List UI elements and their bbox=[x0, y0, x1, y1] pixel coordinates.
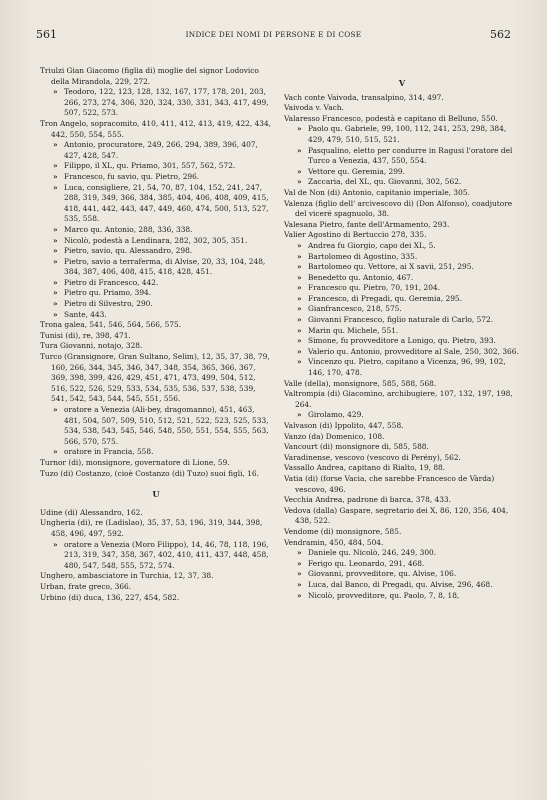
ditto-mark: » bbox=[297, 262, 302, 272]
index-subentry bbox=[284, 283, 520, 294]
index-subentry bbox=[40, 288, 272, 299]
index-subentry bbox=[284, 304, 520, 315]
index-subentry bbox=[284, 347, 520, 358]
ditto-mark: » bbox=[53, 277, 58, 287]
index-subentry bbox=[40, 236, 272, 247]
ditto-mark: » bbox=[297, 124, 302, 134]
index-subentry-text: Francesco, di Pregadi, qu. Geremia, 295. bbox=[308, 293, 462, 303]
ditto-mark: » bbox=[297, 325, 302, 335]
section-letter: V bbox=[398, 78, 406, 88]
index-column-left bbox=[40, 66, 272, 603]
index-subentry bbox=[40, 299, 272, 310]
index-subentry bbox=[284, 167, 520, 178]
ditto-mark: » bbox=[297, 304, 302, 314]
ditto-mark: » bbox=[53, 309, 58, 319]
index-subentry-text: Benedetto qu. Antonio, 467. bbox=[308, 272, 414, 282]
index-subentry-text: Bartolomeo di Agostino, 335. bbox=[308, 251, 418, 261]
ditto-mark: » bbox=[297, 293, 302, 303]
index-subentry bbox=[40, 447, 272, 458]
index-entry: Vach conte Vaivoda, transalpino, 314, 497. bbox=[284, 92, 444, 102]
ditto-mark: » bbox=[53, 288, 58, 298]
index-subentry bbox=[284, 580, 520, 591]
index-subentry bbox=[284, 548, 520, 559]
index-subentry-text: Ferigo qu. Leonardo, 291, 468. bbox=[308, 558, 425, 568]
ditto-mark: » bbox=[53, 539, 58, 549]
index-subentry bbox=[40, 225, 272, 236]
index-subentry-text: Sante, 443. bbox=[64, 309, 107, 319]
index-entry: Urban, frate greco, 366. bbox=[40, 581, 132, 591]
index-subentry-text: Luca, consigliere, 21, 54, 70, 87, 104, 152, 241, 247, 288, 319, 349, 366, 384, 385, 404, 406, 408, 409, 415, 418, 441, 442, 443, 447, 449, 460, 474, 500, 513, 527, 535, 558. bbox=[64, 182, 269, 224]
index-entry: Vendramin, 450, 484, 504. bbox=[284, 537, 384, 547]
index-entry: Urbino (di) duca, 136, 227, 454, 582. bbox=[40, 592, 180, 602]
page-number-right: 562 bbox=[490, 28, 511, 41]
ditto-mark: » bbox=[53, 87, 58, 97]
index-subentry-text: Francesco qu. Pietro, 70, 191, 204. bbox=[308, 283, 440, 293]
index-subentry bbox=[284, 326, 520, 337]
index-subentry-text: Valerio qu. Antonio, provveditore al Sale, 250, 302, 366. bbox=[308, 346, 519, 356]
index-subentry bbox=[284, 336, 520, 347]
index-entry: Valle (della), monsignore, 585, 588, 568. bbox=[284, 378, 437, 388]
index-subentry bbox=[40, 87, 272, 119]
index-subentry-text: oratore a Venezia (Ali-bey, dragomanno), 451, 463, 481, 504, 507, 509, 510, 512, 521, 522, 523, 525, 533, 534, 538, 543, 545, 546, 548, 550, 551, 554, 555, 563, 566, 570, 575. bbox=[64, 405, 269, 446]
index-subentry-text: Bartolomeo qu. Vettore, ai X savii, 251, 295. bbox=[308, 262, 474, 272]
index-entry: Tura Giovanni, notajo, 328. bbox=[40, 341, 143, 351]
index-subentry-text: oratore a Venezia (Moro Filippo), 14, 46, 78, 118, 196, 213, 319, 347, 358, 367, 402, 410, 411, 437, 448, 458, 480, 547, 548, 555, 572, 574. bbox=[64, 539, 269, 570]
index-subentry bbox=[40, 140, 272, 161]
index-subentry-text: Andrea fu Giorgio, capo dei XL, 5. bbox=[308, 240, 436, 250]
index-subentry bbox=[40, 161, 272, 172]
index-subentry bbox=[40, 246, 272, 257]
index-subentry bbox=[284, 241, 520, 252]
index-subentry-text: Luca, dal Banco, di Pregadi, qu. Alvise, 296, 468. bbox=[308, 579, 493, 589]
index-entry: Trona galea, 541, 546, 564, 566, 575. bbox=[40, 320, 182, 330]
ditto-mark: » bbox=[297, 251, 302, 261]
index-subentry-text: Girolamo, 429. bbox=[308, 410, 364, 420]
index-subentry bbox=[40, 278, 272, 289]
index-subentry-text: Pietro qu. Priamo, 394. bbox=[64, 288, 152, 298]
page-number-left: 561 bbox=[36, 28, 57, 41]
index-subentry-text: Daniele qu. Nicolò, 246, 249, 300. bbox=[308, 548, 437, 558]
index-entry: Varadinense, vescovo (vescovo di Perény), 562. bbox=[284, 452, 461, 462]
index-entry: Unghero, ambasciatore in Turchia, 12, 37, 38. bbox=[40, 571, 214, 581]
index-entry: Triulzi Gian Giacomo (figlia di) moglie del signor Lodovico della Mirandola, 229, 272. bbox=[40, 66, 259, 86]
index-subentry-text: Gianfrancesco, 218, 575. bbox=[308, 304, 402, 314]
index-entry: Vendome (di) monsignore, 585. bbox=[284, 526, 402, 536]
index-subentry-text: Antonio, procuratore, 249, 266, 294, 389, 396, 407, 427, 428, 547. bbox=[64, 140, 258, 160]
ditto-mark: » bbox=[53, 447, 58, 457]
index-subentry bbox=[284, 357, 520, 378]
index-entry: Valenza (figlio dell' arcivescovo di) (Don Alfonso), coadjutore del viceré spagnuolo, 38. bbox=[284, 198, 513, 219]
index-entry: Valvason (di) Ippolito, 447, 558. bbox=[284, 421, 404, 430]
index-entry: Tunisi (di), re, 398, 471. bbox=[40, 330, 131, 340]
index-subentry-text: Paolo qu. Gabriele, 99, 100, 112, 241, 253, 298, 384, 429, 479, 510, 515, 521. bbox=[308, 124, 507, 144]
index-subentry-text: Nicolò, podestà a Lendinara, 282, 302, 305, 351. bbox=[64, 235, 248, 245]
index-entry: Vedova (dalla) Gaspare, segretario dei X, 86, 120, 356, 404, 438, 522. bbox=[284, 505, 509, 526]
index-entry: Valaresso Francesco, podestà e capitano di Belluno, 550. bbox=[284, 113, 498, 123]
index-subentry-text: Teodoro, 122, 123, 128, 132, 167, 177, 178, 201, 203, 266, 273, 274, 306, 320, 324, 330, 331, 343, 417, 499, 507, 522, 573. bbox=[64, 87, 269, 118]
ditto-mark: » bbox=[53, 224, 58, 234]
index-entry: Udine (di) Alessandro, 162. bbox=[40, 507, 143, 517]
index-entry: Ungheria (di), re (Ladislao), 35, 37, 53, 196, 319, 344, 398, 458, 496, 497, 592. bbox=[40, 518, 263, 538]
index-subentry bbox=[284, 410, 520, 421]
index-subentry bbox=[40, 310, 272, 321]
index-subentry bbox=[284, 569, 520, 580]
index-subentry bbox=[284, 273, 520, 284]
index-entry: Val de Non (di) Antonio, capitanio imperiale, 305. bbox=[284, 187, 470, 197]
index-column-right bbox=[284, 78, 520, 601]
index-subentry-text: Zaccaria, del XL, qu. Giovanni, 302, 562. bbox=[308, 177, 462, 187]
index-entry: Vancourt (di) monsignore di, 585, 588. bbox=[284, 442, 429, 452]
index-subentry bbox=[40, 540, 272, 572]
index-subentry bbox=[284, 262, 520, 273]
ditto-mark: » bbox=[297, 240, 302, 250]
running-title: INDICE DEI NOMI DI PERSONE E DI COSE bbox=[185, 30, 362, 39]
ditto-mark: » bbox=[297, 283, 302, 293]
index-subentry-text: Marin qu. Michele, 551. bbox=[308, 325, 399, 335]
index-subentry-text: Vincenzo qu. Pietro, capitano a Vicenza, 96, 99, 102, 146, 170, 478. bbox=[308, 357, 506, 378]
index-entry: Turnor (di), monsignore, governatore di Lione, 59. bbox=[40, 457, 230, 467]
ditto-mark: » bbox=[297, 357, 302, 367]
ditto-mark: » bbox=[297, 166, 302, 176]
index-subentry-text: Giovanni, provveditore, qu. Alvise, 106. bbox=[308, 569, 457, 579]
index-subentry-text: Pasqualino, eletto per condurre in Ragusi l'oratore del Turco a Venezia, 437, 550, 554. bbox=[308, 145, 513, 166]
ditto-mark: » bbox=[297, 548, 302, 558]
index-entry: Vecchia Andrea, padrone di barca, 378, 433. bbox=[284, 495, 451, 505]
ditto-mark: » bbox=[53, 246, 58, 256]
index-subentry bbox=[40, 172, 272, 183]
ditto-mark: » bbox=[297, 346, 302, 356]
ditto-mark: » bbox=[53, 235, 58, 245]
ditto-mark: » bbox=[297, 336, 302, 346]
ditto-mark: » bbox=[297, 315, 302, 325]
index-subentry-text: oratore in Francia, 558. bbox=[64, 447, 154, 457]
index-subentry-text: Nicolò, provveditore, qu. Paolo, 7, 8, 18, bbox=[308, 590, 460, 600]
ditto-mark: » bbox=[53, 140, 58, 150]
index-subentry bbox=[284, 294, 520, 305]
index-subentry-text: Marco qu. Antonio, 288, 336, 338. bbox=[64, 224, 193, 234]
index-subentry-text: Pietro di Francesco, 442. bbox=[64, 277, 159, 287]
index-entry: Vassallo Andrea, capitano di Rialto, 19, 88. bbox=[284, 463, 446, 473]
ditto-mark: » bbox=[53, 256, 58, 266]
index-entry: Tuzo (di) Costanzo, (cioè Costanzo (di) Tuzo) suoi figli, 16. bbox=[40, 468, 259, 478]
index-subentry bbox=[284, 177, 520, 188]
index-subentry-text: Pietro, savio, qu. Alessandro, 298. bbox=[64, 246, 193, 256]
ditto-mark: » bbox=[297, 569, 302, 579]
ditto-mark: » bbox=[53, 405, 58, 414]
index-entry: Tron Angelo, sopracomito, 410, 411, 412, 413, 419, 422, 434, 442, 550, 554, 555. bbox=[40, 118, 272, 139]
index-entry: Vaivoda v. Vach. bbox=[284, 103, 344, 113]
ditto-mark: » bbox=[297, 145, 302, 155]
index-entry: Turco (Gransignore, Gran Sultano, Selim), 12, 35, 37, 38, 79, 160, 266, 344, 345, 346, 347, 348, 354, 365, 366, 367, 369, 398, 399, 426, 429, 451, 471, 473, 499, 504, 512, 516, 522, 526, 529, 533, 534, 535, 536, 537, 538, 539, 541, 542, 543, 544, 545, 551, 556. bbox=[40, 352, 270, 404]
ditto-mark: » bbox=[53, 161, 58, 171]
index-subentry-text: Filippo, il XL, qu. Priamo, 301, 557, 562, 572. bbox=[64, 161, 236, 171]
index-subentry-text: Simone, fu provveditore a Lonigo, qu. Pietro, 393. bbox=[308, 336, 496, 346]
index-entry: Valtrompia (di) Giacomino, archibugiere, 107, 132, 197, 198, 264. bbox=[284, 389, 513, 409]
index-subentry bbox=[284, 591, 520, 602]
index-subentry-text: Francesco, fu savio, qu. Pietro, 296. bbox=[64, 171, 200, 181]
index-subentry bbox=[284, 146, 520, 167]
index-subentry bbox=[40, 257, 272, 278]
index-entry: Valier Agostino di Bertuccio 278, 335. bbox=[284, 230, 427, 240]
ditto-mark: » bbox=[297, 590, 302, 600]
ditto-mark: » bbox=[297, 177, 302, 187]
ditto-mark: » bbox=[53, 299, 58, 309]
index-subentry bbox=[284, 124, 520, 145]
ditto-mark: » bbox=[297, 579, 302, 589]
index-subentry bbox=[40, 405, 272, 447]
index-subentry bbox=[284, 315, 520, 326]
index-subentry-text: Vettore qu. Geremia, 299. bbox=[308, 166, 405, 176]
index-subentry bbox=[40, 183, 272, 225]
index-subentry-text: Pietro, savio a terraferma, di Alvise, 20, 33, 104, 248, 384, 387, 406, 408, 415, 418, 428, 451. bbox=[64, 256, 266, 277]
ditto-mark: » bbox=[297, 272, 302, 282]
ditto-mark: » bbox=[53, 182, 58, 192]
index-entry: Vanzo (da) Domenico, 108. bbox=[284, 431, 385, 441]
ditto-mark: » bbox=[53, 171, 58, 181]
index-subentry bbox=[284, 252, 520, 263]
index-subentry-text: Giovanni Francesco, figlio naturale di Carlo, 572. bbox=[308, 315, 494, 325]
ditto-mark: » bbox=[297, 410, 302, 420]
index-subentry bbox=[284, 559, 520, 570]
index-subentry-text: Pietro di Silvestro, 290. bbox=[64, 299, 153, 309]
section-letter: U bbox=[152, 489, 160, 500]
index-entry: Valesana Pietro, fante dell'Armamento, 293. bbox=[284, 219, 450, 229]
page-header bbox=[36, 28, 511, 44]
index-entry: Vatia (di) (forse Vacia, che sarebbe Francesco de Vàrda) vescovo, 496. bbox=[284, 473, 495, 494]
ditto-mark: » bbox=[297, 558, 302, 568]
